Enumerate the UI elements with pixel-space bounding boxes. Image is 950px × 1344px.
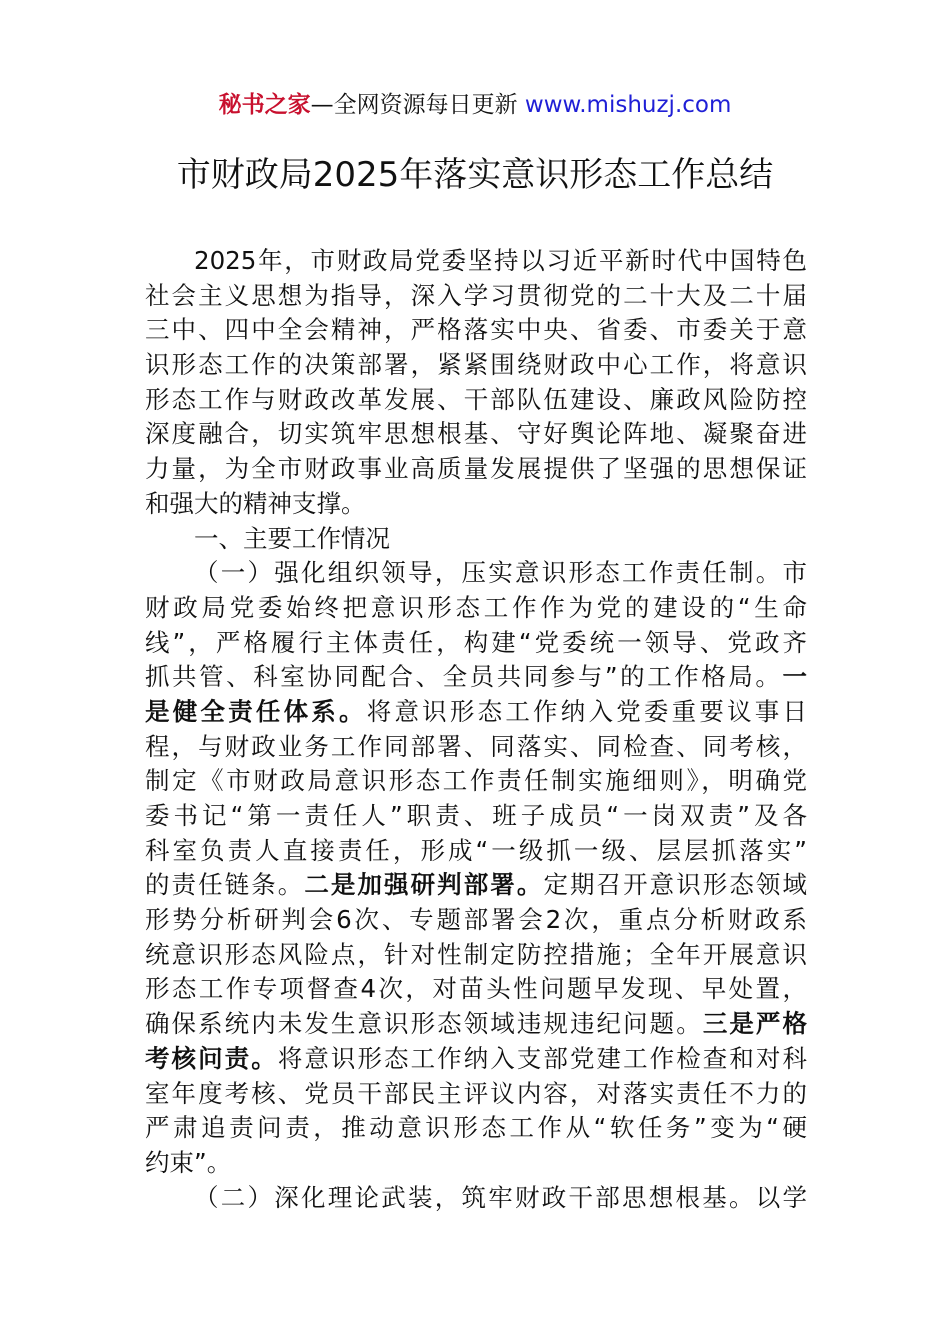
paragraph-line: 三中、四中全会精神，严格落实中央、省委、市委关于意 [145,315,807,345]
line-text: 抓共管、科室协同配合、全员共同参与”的工作格局。 [145,662,783,692]
paragraph-line [145,660,807,695]
paragraph-line: 线”，严格履行主体责任，构建“党委统一领导、党政齐 [145,627,807,657]
paragraph-line: 约束”。 [145,1147,232,1177]
paragraph-line [145,868,807,903]
paragraph-line: 形态工作与财政改革发展、干部队伍建设、廉政风险防控 [145,384,807,414]
site-header [0,88,950,122]
paragraph-line: 形态工作专项督查4次，对苗头性问题早发现、早处置， [145,974,807,1004]
site-brand: 秘书之家 [218,92,311,118]
paragraph-line: （二）深化理论武装，筑牢财政干部思想根基。以学 [194,1182,807,1212]
paragraph-line [145,1042,807,1077]
paragraph-line: 程，与财政业务工作同部署、同落实、同检查、同考核， [145,731,807,761]
bold-keyword: 是健全责任体系。 [145,696,367,726]
site-url-link[interactable]: www.mishuzj.com [524,92,732,118]
paragraph-line: 财政局党委始终把意识形态工作作为党的建设的“生命 [145,592,807,622]
section-heading: 一、主要工作情况 [194,523,390,553]
bold-keyword: 二是加强研判部署。 [304,870,544,900]
paragraph-line: 深度融合，切实筑牢思想根基、守好舆论阵地、凝聚奋进 [145,419,807,449]
paragraph-line: 社会主义思想为指导，深入学习贯彻党的二十大及二十届 [145,280,807,310]
paragraph-line: 2025年，市财政局党委坚持以习近平新时代中国特色 [194,246,807,275]
paragraph-line: 委书记“第一责任人”职责、班子成员“一岗双责”及各 [145,801,807,830]
paragraph-line: 科室负责人直接责任，形成“一级抓一级、层层抓落实” [145,835,807,865]
paragraph-line: 和强大的精神支撑。 [145,488,366,518]
bold-keyword: 考核问责。 [145,1043,278,1073]
line-text: 定期召开意识形态领域 [543,870,807,900]
paragraph-line: 统意识形态风险点，针对性制定防控措施；全年开展意识 [145,939,807,969]
bold-keyword: 一 [782,662,807,692]
document-body [145,244,807,1215]
paragraph-line: 力量，为全市财政事业高质量发展提供了坚强的思想保证 [145,454,807,484]
line-text: 的责任链条。 [145,870,305,900]
line-text: 将意识形态工作纳入党委重要议事日 [366,696,808,726]
line-text: 将意识形态工作纳入支部党建工作检查和对科 [277,1043,807,1073]
paragraph-line: 识形态工作的决策部署，紧紧围绕财政中心工作，将意识 [145,350,807,380]
paragraph-line: 形势分析研判会6次、专题部署会2次，重点分析财政系 [145,905,807,935]
paragraph-line: （一）强化组织领导，压实意识形态工作责任制。市 [194,558,807,588]
paragraph-line: 制定《市财政局意识形态工作责任制实施细则》，明确党 [145,766,807,796]
site-tagline: —全网资源每日更新 [310,92,518,118]
line-text: 确保系统内未发生意识形态领域违规违纪问题。 [145,1009,703,1039]
paragraph-line: 严肃追责问责，推动意识形态工作从“软任务”变为“硬 [145,1113,807,1143]
paragraph-line [145,1007,807,1042]
bold-keyword: 三是严格 [702,1009,807,1039]
paragraph-line [145,695,807,730]
document-title: 市财政局2025年落实意识形态工作总结 [176,155,774,195]
paragraph-line: 室年度考核、党员干部民主评议内容，对落实责任不力的 [145,1078,807,1108]
